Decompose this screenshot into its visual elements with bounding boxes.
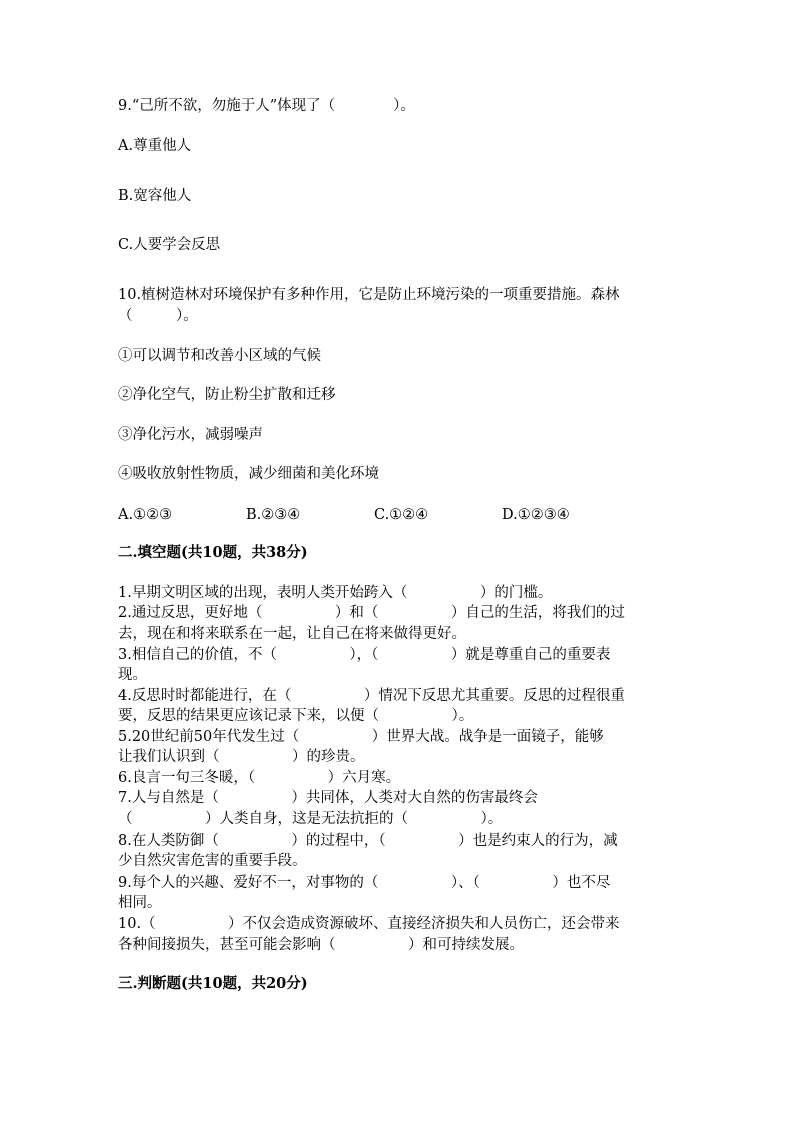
question-10-statement-3: ③净化污水，减弱噪声 — [118, 427, 263, 443]
question-10-stem-line-2: （ ）。 — [118, 308, 198, 324]
fill-line: 去，现在和将来联系在一起，让自己在将来做得更好。 — [118, 626, 466, 642]
fill-line: 8.在人类防御（ ）的过程中，（ ）也是约束人的行为，减 — [118, 833, 618, 849]
fill-line: 1.早期文明区域的出现，表明人类开始跨入（ ）的门槛。 — [118, 585, 553, 601]
fill-line: 现。 — [118, 667, 147, 683]
question-10-option-a: A.①②③ — [118, 507, 173, 523]
fill-line: 5.20世纪前50年代发生过（ ）世界大战。战争是一面镜子，能够 — [118, 729, 604, 745]
fill-line: 4.反思时时都能进行，在（ ）情况下反思尤其重要。反思的过程很重 — [118, 688, 625, 704]
question-10-option-b: B.②③④ — [246, 507, 301, 523]
question-10-statement-1: ①可以调节和改善小区域的气候 — [118, 348, 321, 364]
question-9-option-a: A.尊重他人 — [118, 138, 192, 154]
question-10-option-c: C.①②④ — [374, 507, 429, 523]
question-10-option-d: D.①②③④ — [502, 507, 570, 523]
question-9-stem: 9.“己所不欲，勿施于人”体现了（ ）。 — [118, 98, 415, 114]
fill-line: 让我们认识到（ ）的珍贵。 — [118, 749, 365, 765]
fill-line: 各种间接损失，甚至可能会影响（ ）和可持续发展。 — [118, 937, 524, 953]
question-10-statement-2: ②净化空气，防止粉尘扩散和迁移 — [118, 387, 336, 403]
section-heading-true-false: 三.判断题(共10题，共20分) — [118, 975, 308, 992]
question-10-stem-line-1: 10.植树造林对环境保护有多种作用，它是防止环境污染的一项重要措施。森林 — [118, 287, 620, 303]
fill-line: 2.通过反思，更好地（ ）和（ ）自己的生活，将我们的过 — [118, 605, 625, 621]
question-9-option-b: B.宽容他人 — [118, 188, 192, 204]
fill-line: 6.良言一句三冬暖，（ ）六月寒。 — [118, 770, 401, 786]
fill-line: 10.（ ）不仅会造成资源破坏、直接经济损失和人员伤亡，还会带来 — [118, 916, 620, 932]
question-10-statement-4: ④吸收放射性物质，减少细菌和美化环境 — [118, 466, 379, 482]
question-9-option-c: C.人要学会反思 — [118, 237, 221, 253]
fill-line: 9.每个人的兴趣、爱好不一，对事物的（ ）、（ ）也不尽 — [118, 875, 611, 891]
fill-line: 要，反思的结果更应该记录下来，以便（ ）。 — [118, 708, 474, 724]
section-heading-fill-in: 二.填空题(共10题，共38分) — [118, 544, 308, 561]
fill-line: 7.人与自然是（ ）共同体，人类对大自然的伤害最终会 — [118, 790, 538, 806]
fill-line: 3.相信自己的价值，不（ ），（ ）就是尊重自己的重要表 — [118, 647, 611, 663]
fill-line: 少自然灾害危害的重要手段。 — [118, 853, 307, 869]
fill-line: 相同。 — [118, 895, 162, 911]
fill-line: （ ）人类自身，这是无法抗拒的（ ）。 — [118, 811, 503, 827]
